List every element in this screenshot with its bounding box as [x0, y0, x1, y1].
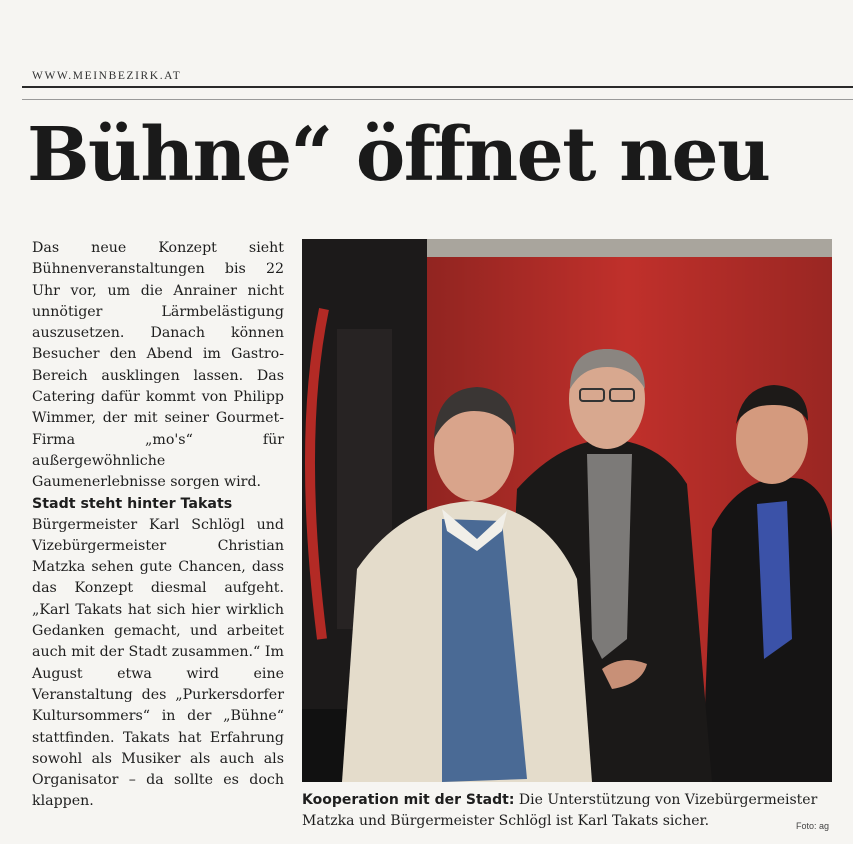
- caption-text: Die Unterstützung von Vizebürgermeister Matzka und Bürgermeister Schlögl ist Karl Takats sicher.: [302, 792, 818, 829]
- caption-lead: Kooperation mit der Stadt:: [302, 792, 515, 808]
- header-rule: [22, 86, 853, 88]
- article-subheading: Stadt steht hinter Takats: [32, 495, 233, 512]
- photo-credit: Foto: ag: [796, 821, 830, 831]
- article-paragraph-2: Bürgermeister Karl Schlögl und Vizebürgermeister Christian Matzka sehen gute Chancen, dass das Konzept diesmal aufgeht. „Karl Takats hat sich hier wirklich Gedanken gemacht, und arbeitet auch mit der Stadt zusammen.“ Im August etwa wird eine Veranstaltung des „Purkersdorfer Kultursommers“ in der „Bühne“ stattfinden. Takats hat Erfahrung sowohl als Musiker als auch als Organisator – da sollte es doch klappen.: [32, 516, 284, 810]
- article-photo: [302, 239, 832, 782]
- photo-caption: [302, 790, 842, 832]
- article-paragraph-1: Das neue Konzept sieht Bühnenveranstaltungen bis 22 Uhr vor, um die Anrainer nicht unnötiger Lärmbelästigung auszusetzen. Danach können Besucher den Abend im Gastro-Bereich ausklingen lassen. Das Catering dafür kommt von Philipp Wimmer, der mit seiner Gourmet-Firma „mo's“ für außergewöhnliche Gaumenerlebnisse sorgen wird.: [32, 240, 284, 491]
- photo-illustration: [302, 239, 832, 782]
- website-label: WWW.MEINBEZIRK.AT: [32, 70, 182, 82]
- header-rule-thin: [22, 99, 853, 100]
- article-body: [32, 238, 284, 813]
- headline: Bühne“ öffnet neu: [27, 112, 770, 198]
